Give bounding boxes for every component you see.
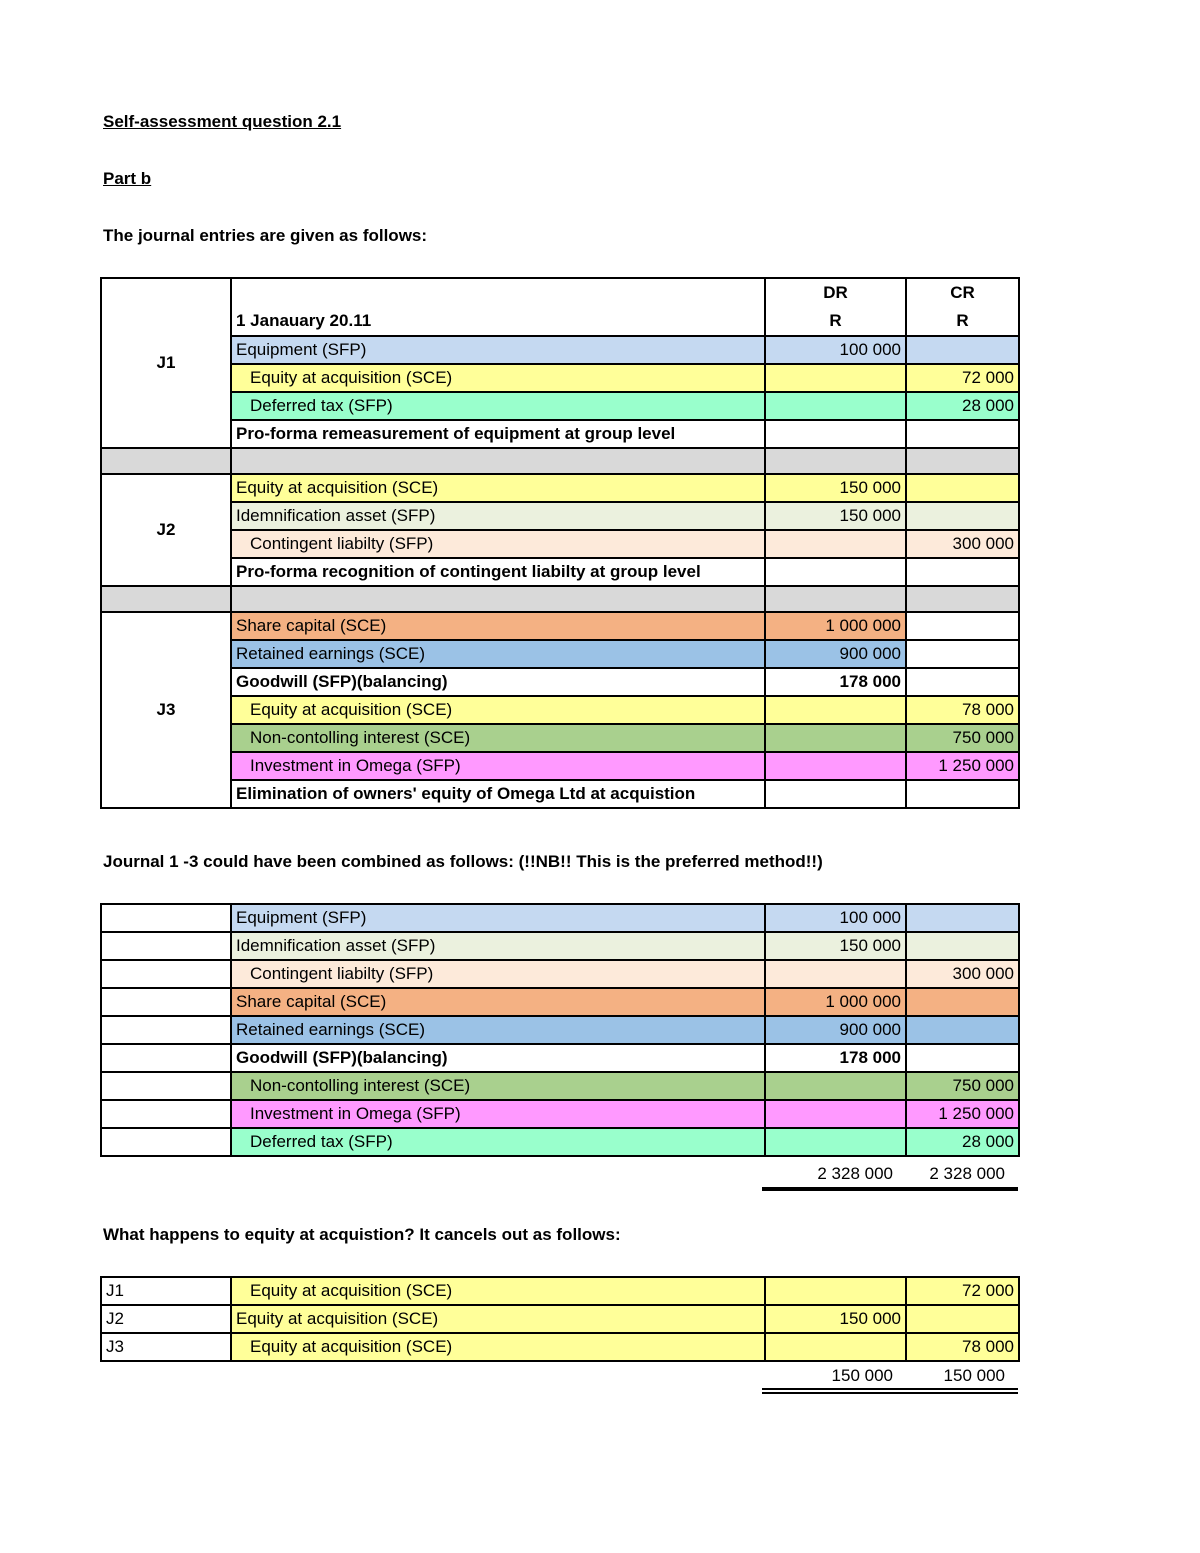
dr-amount [765, 696, 906, 724]
dr-amount: 900 000 [765, 640, 906, 668]
cr-header [906, 278, 1019, 336]
dr-amount [765, 420, 906, 448]
cr-amount: 750 000 [906, 1072, 1019, 1100]
cr-amount [906, 1305, 1019, 1333]
separator-row [101, 448, 1019, 474]
empty-label-cell [101, 1128, 231, 1156]
table-row [101, 1072, 1019, 1100]
separator-cell [101, 586, 231, 612]
account-name: Retained earnings (SCE) [231, 1016, 765, 1044]
dr-header-label: DR [823, 283, 848, 302]
double-underline-bottom [762, 1392, 1018, 1394]
account-name: Goodwill (SFP)(balancing) [231, 1044, 765, 1072]
empty-label-cell [101, 1072, 231, 1100]
empty-label-cell [101, 1044, 231, 1072]
dr-amount: 178 000 [765, 1044, 906, 1072]
dr-header [765, 278, 906, 336]
account-name: Deferred tax (SFP) [231, 1128, 765, 1156]
cr-amount [906, 988, 1019, 1016]
intro-text: The journal entries are given as follows: [103, 226, 428, 245]
cr-amount [906, 558, 1019, 586]
table-row [101, 640, 1019, 668]
cr-amount [906, 336, 1019, 364]
total-cr: 2 328 000 [929, 1164, 1005, 1183]
empty-label-cell [101, 932, 231, 960]
equity-total-dr: 150 000 [831, 1366, 893, 1385]
empty-label-cell [101, 904, 231, 932]
table-row [101, 1333, 1019, 1361]
page-title: Self-assessment question 2.1 [103, 112, 342, 131]
dr-amount: 1 000 000 [765, 988, 906, 1016]
separator-row [101, 586, 1019, 612]
table-row [101, 752, 1019, 780]
account-name: Non-contolling interest (SCE) [231, 1072, 765, 1100]
account-name: Contingent liabilty (SFP) [231, 960, 765, 988]
cr-amount [906, 668, 1019, 696]
separator-cell [906, 448, 1019, 474]
table-row [101, 1277, 1019, 1305]
table-row [101, 530, 1019, 558]
account-name: Equity at acquisition (SCE) [231, 1333, 765, 1361]
table-header-row [101, 278, 1019, 336]
table-row [101, 392, 1019, 420]
separator-cell [231, 586, 765, 612]
account-name: Equipment (SFP) [231, 336, 765, 364]
account-name: Equity at acquisition (SCE) [231, 1277, 765, 1305]
account-name: Investment in Omega (SFP) [231, 1100, 765, 1128]
dr-amount: 150 000 [765, 474, 906, 502]
account-name: Non-contolling interest (SCE) [231, 724, 765, 752]
table-row [101, 1305, 1019, 1333]
cr-amount [906, 612, 1019, 640]
part-label: Part b [103, 169, 152, 188]
dr-header-unit: R [829, 311, 842, 330]
dr-amount: 150 000 [765, 502, 906, 530]
dr-amount [765, 960, 906, 988]
account-name: Equity at acquisition (SCE) [231, 696, 765, 724]
account-name: Equity at acquisition (SCE) [231, 474, 765, 502]
account-name: Deferred tax (SFP) [231, 392, 765, 420]
cr-amount: 300 000 [906, 960, 1019, 988]
journal-label: J3 [101, 1333, 231, 1361]
journal-date: 1 Janauary 20.11 [231, 278, 765, 336]
separator-cell [765, 448, 906, 474]
equity-total-cr: 150 000 [943, 1366, 1005, 1385]
dr-amount [765, 1100, 906, 1128]
journal-narration: Elimination of owners' equity of Omega Ltd at acquistion [231, 780, 765, 808]
table-row [101, 668, 1019, 696]
total-underline [762, 1187, 1018, 1191]
cr-amount [906, 420, 1019, 448]
cr-amount: 300 000 [906, 530, 1019, 558]
cr-amount: 1 250 000 [906, 1100, 1019, 1128]
cr-amount [906, 474, 1019, 502]
account-name: Idemnification asset (SFP) [231, 932, 765, 960]
table-row [101, 364, 1019, 392]
account-name: Equity at acquisition (SCE) [231, 364, 765, 392]
table-row [101, 960, 1019, 988]
cr-amount [906, 1016, 1019, 1044]
cr-amount: 78 000 [906, 696, 1019, 724]
double-underline-top [762, 1388, 1018, 1390]
journal-narration: Pro-forma recognition of contingent liabilty at group level [231, 558, 765, 586]
cr-amount: 28 000 [906, 392, 1019, 420]
journal-label: J2 [101, 1305, 231, 1333]
table-row [101, 474, 1019, 502]
table-row [101, 420, 1019, 448]
account-name: Equipment (SFP) [231, 904, 765, 932]
journal-label-j1: J1 [101, 278, 231, 448]
combined-journal-table [100, 903, 1020, 1157]
dr-amount [765, 558, 906, 586]
table-row [101, 1100, 1019, 1128]
account-name: Investment in Omega (SFP) [231, 752, 765, 780]
dr-amount [765, 724, 906, 752]
account-name: Idemnification asset (SFP) [231, 502, 765, 530]
table-row [101, 696, 1019, 724]
dr-amount [765, 1072, 906, 1100]
dr-amount [765, 752, 906, 780]
table-row [101, 780, 1019, 808]
cr-header-unit: R [956, 311, 969, 330]
cr-amount [906, 780, 1019, 808]
table-row [101, 1016, 1019, 1044]
empty-label-cell [101, 960, 231, 988]
journal-label: J1 [101, 1277, 231, 1305]
cr-amount: 1 250 000 [906, 752, 1019, 780]
separator-cell [231, 448, 765, 474]
table-row [101, 612, 1019, 640]
dr-amount [765, 1277, 906, 1305]
dr-amount: 1 000 000 [765, 612, 906, 640]
cr-amount: 72 000 [906, 364, 1019, 392]
cr-amount [906, 904, 1019, 932]
table-row [101, 932, 1019, 960]
table-row [101, 558, 1019, 586]
dr-amount: 178 000 [765, 668, 906, 696]
dr-amount: 100 000 [765, 336, 906, 364]
table-row [101, 904, 1019, 932]
empty-label-cell [101, 1016, 231, 1044]
total-dr: 2 328 000 [817, 1164, 893, 1183]
table-row [101, 1128, 1019, 1156]
journal-label-j2: J2 [101, 474, 231, 586]
account-name: Equity at acquisition (SCE) [231, 1305, 765, 1333]
dr-amount [765, 530, 906, 558]
dr-amount: 150 000 [765, 1305, 906, 1333]
cr-amount [906, 640, 1019, 668]
empty-label-cell [101, 988, 231, 1016]
table-row [101, 724, 1019, 752]
account-name: Share capital (SCE) [231, 988, 765, 1016]
cr-amount: 750 000 [906, 724, 1019, 752]
dr-amount [765, 392, 906, 420]
table-row [101, 988, 1019, 1016]
combined-heading: Journal 1 -3 could have been combined as follows: (!!NB!! This is the preferred method!!) [103, 852, 823, 871]
dr-amount: 900 000 [765, 1016, 906, 1044]
table-row [101, 336, 1019, 364]
dr-amount [765, 1333, 906, 1361]
dr-amount [765, 1128, 906, 1156]
dr-amount [765, 780, 906, 808]
journal-narration: Pro-forma remeasurement of equipment at group level [231, 420, 765, 448]
cr-amount [906, 1044, 1019, 1072]
journal-label-j3: J3 [101, 612, 231, 808]
cr-amount: 78 000 [906, 1333, 1019, 1361]
cr-amount [906, 502, 1019, 530]
table-row [101, 1044, 1019, 1072]
account-name: Share capital (SCE) [231, 612, 765, 640]
account-name: Retained earnings (SCE) [231, 640, 765, 668]
equity-heading: What happens to equity at acquistion? It cancels out as follows: [103, 1225, 621, 1244]
dr-amount: 150 000 [765, 932, 906, 960]
dr-amount [765, 364, 906, 392]
separator-cell [101, 448, 231, 474]
cr-header-label: CR [950, 283, 975, 302]
table-row [101, 502, 1019, 530]
cr-amount [906, 932, 1019, 960]
journal-entries-table [100, 277, 1020, 809]
account-name: Contingent liabilty (SFP) [231, 530, 765, 558]
empty-label-cell [101, 1100, 231, 1128]
separator-cell [906, 586, 1019, 612]
account-name: Goodwill (SFP)(balancing) [231, 668, 765, 696]
cr-amount: 28 000 [906, 1128, 1019, 1156]
separator-cell [765, 586, 906, 612]
dr-amount: 100 000 [765, 904, 906, 932]
cr-amount: 72 000 [906, 1277, 1019, 1305]
equity-cancellation-table [100, 1276, 1020, 1362]
